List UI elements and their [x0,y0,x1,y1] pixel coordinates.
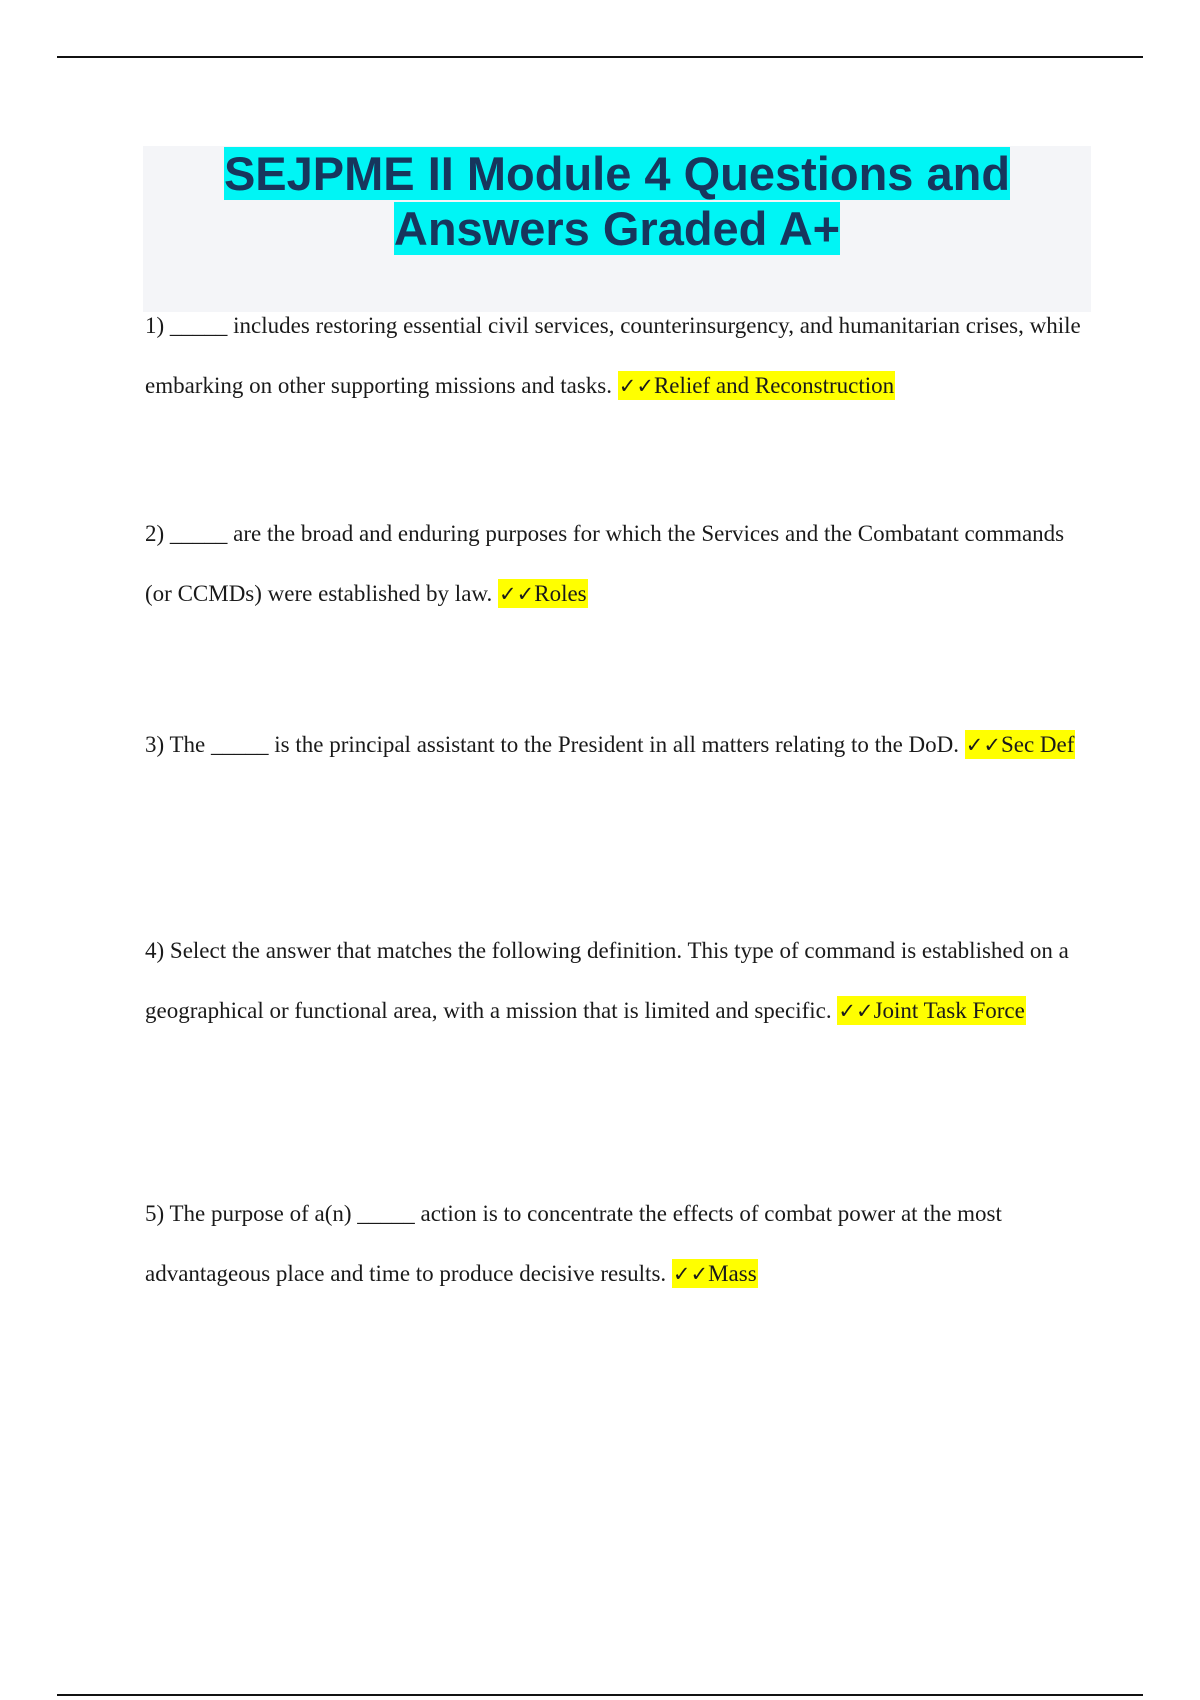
answer-highlight [672,1259,758,1288]
title-block [143,146,1091,312]
answer-highlight [837,996,1026,1025]
answer-highlight [498,579,588,608]
check-icon: ✓✓ [838,999,874,1023]
header-rule [57,56,1143,58]
footer-rule [57,1694,1143,1696]
document-title [224,147,1010,255]
answer-text: Mass [708,1261,757,1286]
check-icon: ✓✓ [965,733,1001,757]
question-text: 5) The purpose of a(n) _____ action is to concentrate the effects of combat power at the most advantageous place and time to produce decisive results. [145,1201,1002,1286]
answer-text: Roles [534,581,587,606]
check-icon: ✓✓ [499,582,535,606]
answer-text: Joint Task Force [873,998,1025,1023]
question-5 [145,1184,1095,1304]
check-icon: ✓✓ [618,374,654,398]
question-4 [145,921,1095,1041]
question-3 [145,715,1095,775]
question-2 [145,504,1095,624]
question-text: 4) Select the answer that matches the following definition. This type of command is established on a geographical or functional area, with a mission that is limited and specific. [145,938,1069,1023]
answer-highlight [965,730,1076,759]
question-text: 1) _____ includes restoring essential civil services, counterinsurgency, and humanitarian crises, while embarking on other supporting missions and tasks. [145,313,1081,398]
answer-text: Sec Def [1000,732,1075,757]
question-text: 3) The _____ is the principal assistant to the President in all matters relating to the DoD. [145,732,959,757]
question-1 [145,296,1095,416]
answer-text: Relief and Reconstruction [653,373,895,398]
title-line-1: SEJPME II Module 4 Questions and [223,147,1011,200]
check-icon: ✓✓ [672,1262,709,1286]
answer-highlight [618,371,895,400]
title-line-2: Answers Graded A+ [393,202,841,255]
question-text: 2) _____ are the broad and enduring purposes for which the Services and the Combatant commands (or CCMDs) were established by law. [145,521,1065,606]
